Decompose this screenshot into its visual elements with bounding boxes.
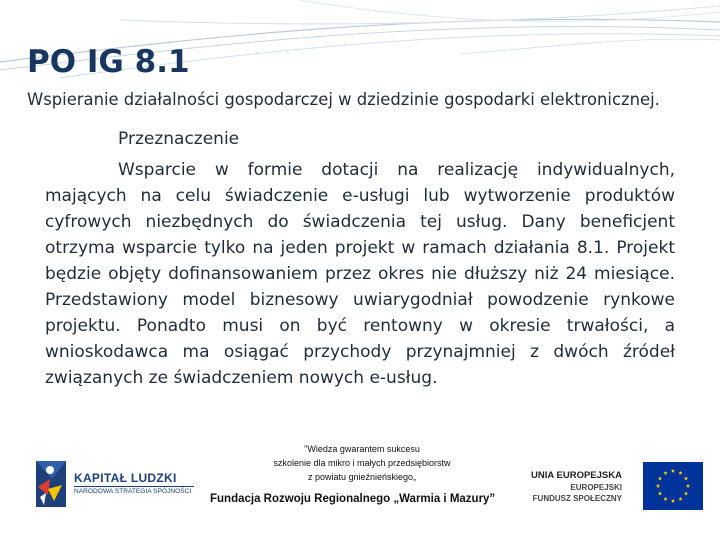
eu-label	[510, 470, 622, 504]
kapital-ludzki-divider	[74, 486, 194, 487]
footer-quote: "Wiedza gwarantem sukcesu szkolenie dla mikro i małych przedsiębiorstw z powiatu gnieźnieńskiego„	[273, 444, 451, 482]
eu-label-line2: EUROPEJSKI	[570, 483, 622, 492]
eu-label-line1: UNIA EUROPEJSKA	[531, 470, 622, 481]
eu-flag-icon	[643, 462, 703, 510]
footer-organization: Fundacja Rozwoju Regionalnego „Warmia i Mazury”	[210, 493, 496, 505]
body-paragraph: Wsparcie w formie dotacji na realizację indywidualnych, mających na celu świadczenie e-usługi lub wytworzenie produktów cyfrowych niezbędnych do świadczenia tej usług. Dany beneficjent otrzyma wsparcie tylko na jeden projekt w ramach działania 8.1. Projekt będzie objęty dofinansowaniem przez okres nie dłuższy niż 24 miesiące. Przedstawiony model biznesowy uwiarygodniał powodzenie rynkowe projektu. Ponadto musi on być rentowny w okresie trwałości, a wnioskodawca ma osiągać przychody przynajmniej z dwóch źródeł związanych ze świadczeniem nowych e-usług.	[45, 160, 675, 388]
slide-title: PO IG 8.1	[27, 44, 190, 80]
eu-label-line3: FUNDUSZ SPOŁECZNY	[532, 494, 622, 503]
slide-subtitle: Wspieranie działalności gospodarczej w dziedzinie gospodarki elektronicznej.	[27, 90, 660, 109]
kapital-ludzki-subtitle: NARODOWA STRATEGIA SPÓJNOŚCI	[74, 488, 192, 495]
section-heading: Przeznaczenie	[118, 129, 240, 149]
kapital-ludzki-title: KAPITAŁ LUDZKI	[74, 471, 177, 485]
